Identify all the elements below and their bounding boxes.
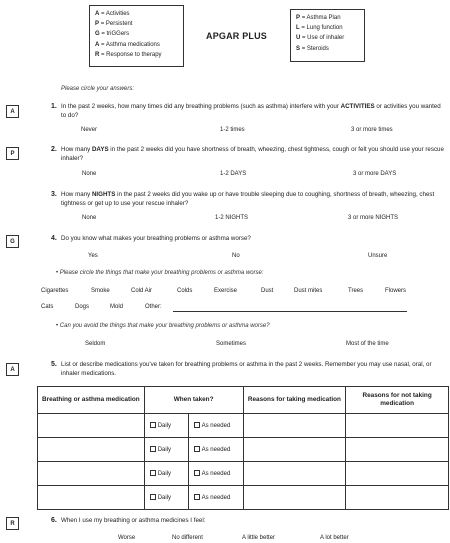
question-4-text: Do you know what makes your breathing problems or asthma worse? bbox=[61, 235, 251, 242]
reason-taking-cell[interactable] bbox=[243, 438, 346, 462]
question-6-text: When I use my breathing or asthma medicines I feel: bbox=[61, 517, 206, 524]
legend-left-box bbox=[89, 5, 184, 67]
trigger-option[interactable]: Dust bbox=[261, 288, 274, 294]
reason-not-taking-cell[interactable] bbox=[346, 486, 449, 510]
answer-option[interactable]: A lot better bbox=[320, 535, 349, 541]
trigger-option[interactable]: Flowers bbox=[385, 288, 407, 294]
question-number: 6. bbox=[51, 517, 57, 524]
section-marker-g: G bbox=[6, 235, 19, 248]
medication-cell[interactable] bbox=[38, 438, 145, 462]
daily-checkbox[interactable]: Daily bbox=[144, 486, 188, 510]
question-5-text: List or describe medications you've taken for breathing problems or asthma in the past 2 weeks. Remember you may use nasal, oral, or inhaler medications. bbox=[61, 361, 432, 377]
legend-right-box bbox=[290, 9, 365, 62]
legend-item: A = Activities bbox=[95, 11, 130, 17]
legend-item: P = Asthma Plan bbox=[296, 15, 341, 21]
legend-item: L = Lung function bbox=[296, 25, 343, 32]
legend-item: P = Persistent bbox=[95, 21, 133, 28]
question-number: 3. bbox=[51, 191, 57, 198]
trigger-option[interactable]: Trees bbox=[348, 288, 364, 294]
legend-item: U = Use of inhaler bbox=[296, 35, 345, 42]
trigger-option[interactable]: Smoke bbox=[91, 288, 110, 294]
as-needed-checkbox[interactable]: As needed bbox=[188, 414, 243, 438]
answer-option[interactable]: 3 or more NIGHTS bbox=[348, 215, 399, 221]
question-number: 1. bbox=[51, 103, 57, 110]
medication-cell[interactable] bbox=[38, 486, 145, 510]
reason-taking-cell[interactable] bbox=[243, 462, 346, 486]
table-row bbox=[38, 462, 449, 486]
reason-not-taking-cell[interactable] bbox=[346, 414, 449, 438]
reason-not-taking-cell[interactable] bbox=[346, 462, 449, 486]
answer-option[interactable]: 3 or more times bbox=[351, 127, 393, 133]
reason-not-taking-cell[interactable] bbox=[346, 438, 449, 462]
bullet-instruction: • Can you avoid the things that make your breathing problems or asthma worse? bbox=[56, 323, 270, 329]
medications-table bbox=[37, 386, 449, 510]
answer-option[interactable]: A little better bbox=[242, 535, 276, 541]
page-title: APGAR PLUS bbox=[206, 31, 268, 41]
daily-checkbox[interactable]: Daily bbox=[144, 462, 188, 486]
answer-option[interactable]: Sometimes bbox=[216, 341, 247, 347]
as-needed-checkbox[interactable]: As needed bbox=[188, 486, 243, 510]
trigger-option[interactable]: Mold bbox=[110, 304, 124, 310]
table-row bbox=[38, 486, 449, 510]
header-medication: Breathing or asthma medication bbox=[38, 387, 145, 414]
legend-item: G = triGGers bbox=[95, 31, 130, 38]
answer-option[interactable]: No bbox=[232, 253, 240, 259]
header-reasons-not-taking: Reasons for not taking medication bbox=[346, 387, 449, 414]
answer-option[interactable]: Seldom bbox=[85, 341, 106, 347]
legend-item: R = Response to therapy bbox=[95, 51, 162, 58]
medication-cell[interactable] bbox=[38, 414, 145, 438]
as-needed-checkbox[interactable]: As needed bbox=[188, 438, 243, 462]
answer-option[interactable]: 3 or more DAYS bbox=[353, 171, 397, 177]
question-number: 4. bbox=[51, 235, 57, 242]
reason-taking-cell[interactable] bbox=[243, 486, 346, 510]
header-reasons-taking: Reasons for taking medication bbox=[243, 387, 346, 414]
answer-option[interactable]: Most of the time bbox=[346, 341, 389, 347]
trigger-option[interactable]: Cold Air bbox=[131, 288, 153, 294]
answer-option[interactable]: No different bbox=[172, 535, 203, 541]
table-row bbox=[38, 438, 449, 462]
section-marker-a: A bbox=[6, 105, 19, 118]
legend-item: S = Steroids bbox=[296, 45, 329, 52]
other-write-in-line[interactable] bbox=[173, 311, 407, 312]
question-2-text: How many DAYS in the past 2 weeks did you have shortness of breath, wheezing, chest tightness, cough or felt you should use your rescue inhaler? bbox=[61, 146, 444, 162]
answer-option[interactable]: 1-2 DAYS bbox=[220, 171, 247, 177]
instruction-text: Please circle your answers: bbox=[61, 86, 135, 92]
answer-option[interactable]: Yes bbox=[88, 253, 98, 259]
answer-option[interactable]: 1-2 NIGHTS bbox=[215, 215, 249, 221]
section-marker-r: R bbox=[6, 517, 19, 530]
section-marker-p: P bbox=[6, 147, 19, 160]
as-needed-checkbox[interactable]: As needed bbox=[188, 462, 243, 486]
trigger-option[interactable]: Cats bbox=[41, 304, 54, 310]
answer-option[interactable]: Never bbox=[81, 127, 98, 133]
trigger-option[interactable]: Cigarettes bbox=[41, 288, 69, 294]
daily-checkbox[interactable]: Daily bbox=[144, 438, 188, 462]
trigger-option[interactable]: Colds bbox=[177, 288, 193, 294]
header-when-taken: When taken? bbox=[144, 387, 243, 414]
answer-option[interactable]: None bbox=[82, 215, 97, 221]
medication-cell[interactable] bbox=[38, 462, 145, 486]
legend-item: A = Asthma medications bbox=[95, 41, 160, 48]
answer-option[interactable]: Worse bbox=[118, 535, 136, 541]
trigger-option[interactable]: Dust mites bbox=[294, 288, 323, 294]
answer-option[interactable]: Unsure bbox=[368, 253, 388, 259]
trigger-option[interactable]: Exercise bbox=[214, 288, 238, 294]
trigger-option-other[interactable]: Other: bbox=[145, 304, 162, 310]
trigger-option[interactable]: Dogs bbox=[75, 304, 90, 310]
question-number: 5. bbox=[51, 361, 57, 368]
answer-option[interactable]: None bbox=[82, 171, 97, 177]
reason-taking-cell[interactable] bbox=[243, 414, 346, 438]
section-marker-a: A bbox=[6, 363, 19, 376]
table-row bbox=[38, 414, 449, 438]
question-1-text: In the past 2 weeks, how many times did any breathing problems (such as asthma) interfere with your ACTIVITIES or activities you wanted to do? bbox=[61, 103, 441, 119]
answer-option[interactable]: 1-2 times bbox=[220, 127, 245, 133]
question-3-text: How many NIGHTS in the past 2 weeks did you wake up or have trouble sleeping due to coughing, shortness of breath, wheezing, chest tightness or get up to use your rescue inhaler? bbox=[61, 191, 435, 207]
daily-checkbox[interactable]: Daily bbox=[144, 414, 188, 438]
question-number: 2. bbox=[51, 146, 57, 153]
bullet-instruction: • Please circle the things that make your breathing problems or asthma worse: bbox=[56, 270, 264, 276]
